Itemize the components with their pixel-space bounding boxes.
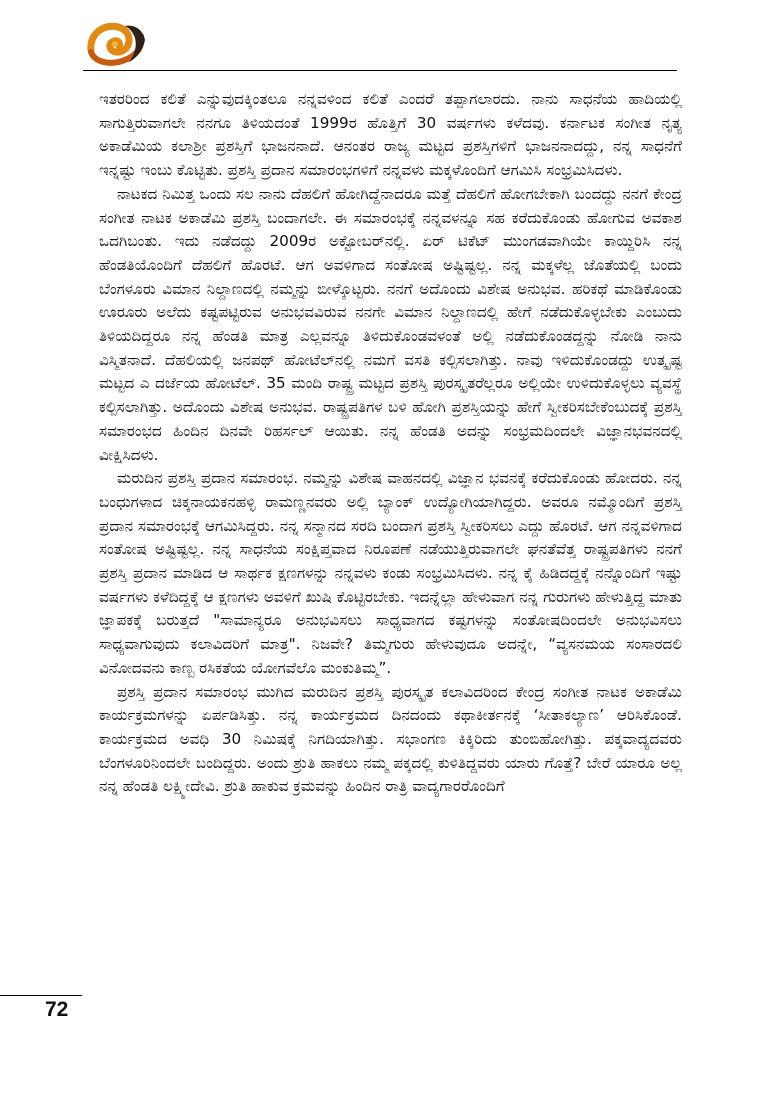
spiral-shell-logo-icon — [85, 20, 147, 70]
page-number: 72 — [45, 998, 69, 1021]
paragraph: ಇತರರಿಂದ ಕಲಿತೆ ಎನ್ನುವುದಕ್ಕಿಂತಲೂ ನನ್ನವಳಿಂದ ಕಲಿತೆ ಎಂದರೆ ತಪ್ಪಾಗಲಾರದು. ನಾನು ಸಾಧನೆಯ ಹಾದಿಯಲ್ಲಿ ಸಾಗುತ್ತಿರುವಾಗಲೇ ನನಗೂ ತಿಳಿಯದಂತೆ 1999ರ ಹೊತ್ತಿಗೆ 30 ವರ್ಷಗಳು ಕಳೆದವು. ಕರ್ನಾಟಕ ಸಂಗೀತ ನೃತ್ಯ ಅಕಾಡೆಮಿಯ ಕಲಾಶ್ರೀ ಪ್ರಶಸ್ತಿಗೆ ಭಾಜನನಾದೆ. ಆನಂತರ ರಾಜ್ಯ ಮಟ್ಟದ ಪ್ರಶಸ್ತಿಗಳಿಗೆ ಭಾಜನನಾದದ್ದು, ನನ್ನ ಸಾಧನೆಗೆ ಇನ್ನಷ್ಟು ಇಂಬು ಕೊಟ್ಟಿತು. ಪ್ರಶಸ್ತಿ ಪ್ರದಾನ ಸಮಾರಂಭಗಳಿಗೆ ನನ್ನವಳು ಮಕ್ಕಳೊಂದಿಗೆ ಆಗಮಿಸಿ ಸಂಭ್ರಮಿಸಿದಳು. — [99, 90, 682, 180]
article-body — [99, 88, 682, 799]
footer-divider — [0, 995, 82, 996]
paragraph: ಪ್ರಶಸ್ತಿ ಪ್ರದಾನ ಸಮಾರಂಭ ಮುಗಿದ ಮರುದಿನ ಪ್ರಶಸ್ತಿ ಪುರಸ್ಕೃತ ಕಲಾವಿದರಿಂದ ಕೇಂದ್ರ ಸಂಗೀತ ನಾಟಕ ಅಕಾಡೆಮಿ ಕಾರ್ಯಕ್ರಮಗಳನ್ನು ಏರ್ಪಡಿಸಿತ್ತು. ನನ್ನ ಕಾರ್ಯಕ್ರಮದ ದಿನದಂದು ಕಥಾಕೀರ್ತನಕ್ಕೆ ‘ಸೀತಾಕಲ್ಯಾಣ’ ಆರಿಸಿಕೊಂಡೆ. ಕಾರ್ಯಕ್ರಮದ ಅವಧಿ 30 ನಿಮಿಷಕ್ಕೆ ನಿಗದಿಯಾಗಿತ್ತು. ಸಭಾಂಗಣ ಕಿಕ್ಕಿರಿದು ತುಂಬಿಹೋಗಿತ್ತು. ಪಕ್ಕವಾದ್ಯದವರು ಬೆಂಗಳೂರಿನಿಂದಲೇ ಬಂದಿದ್ದರು. ಅಂದು ಶ್ರುತಿ ಹಾಕಲು ನಮ್ಮ ಪಕ್ಕದಲ್ಲಿ ಕುಳಿತಿದ್ದವರು ಯಾರು ಗೊತ್ತೆ? ಬೇರೆ ಯಾರೂ ಅಲ್ಲ ನನ್ನ ಹೆಂಡತಿ ಲಕ್ಷ್ಮೀದೇವಿ. ಶ್ರುತಿ ಹಾಕುವ ಕ್ರಮವನ್ನು ಹಿಂದಿನ ರಾತ್ರಿ ವಾದ್ಯಗಾರರೊಂದಿಗೆ — [99, 682, 682, 796]
paragraph: ನಾಟಕದ ನಿಮಿತ್ತ ಒಂದು ಸಲ ನಾನು ದೆಹಲಿಗೆ ಹೋಗಿದ್ದೆನಾದರೂ ಮತ್ತೆ ದೆಹಲಿಗೆ ಹೋಗಬೇಕಾಗಿ ಬಂದದ್ದು ನನಗೆ ಕೇಂದ್ರ ಸಂಗೀತ ನಾಟಕ ಅಕಾಡೆಮಿ ಪ್ರಶಸ್ತಿ ಬಂದಾಗಲೇ. ಈ ಸಮಾರಂಭಕ್ಕೆ ನನ್ನವಳನ್ನೂ ಸಹ ಕರೆದುಕೊಂಡು ಹೋಗುವ ಅವಕಾಶ ಒದಗಿಬಂತು. ಇದು ನಡೆದದ್ದು 2009ರ ಅಕ್ಟೋಬರ್‌ನಲ್ಲಿ. ಏರ್ ಟಿಕೆಟ್ ಮುಂಗಡವಾಗಿಯೇ ಕಾಯ್ದಿರಿಸಿ ನನ್ನ ಹೆಂಡತಿಯೊಂದಿಗೆ ದೆಹಲಿಗೆ ಹೊರಟೆ. ಆಗ ಅವಳಿಗಾದ ಸಂತೋಷ ಅಷ್ಟಿಷ್ಟಲ್ಲ. ನನ್ನ ಮಕ್ಕಳೆಲ್ಲ ಜೊತೆಯಲ್ಲಿ ಬಂದು ಬೆಂಗಳೂರು ವಿಮಾನ ನಿಲ್ದಾಣದಲ್ಲಿ ನಮ್ಮನ್ನು ಬೀಳ್ಕೊಟ್ಟರು. ನನಗೆ ಅದೊಂದು ವಿಶೇಷ ಅನುಭವ. ಹರಿಕಥೆ ಮಾಡಿಕೊಂಡು ಊರೂರು ಅಲೆದು ಕಷ್ಟಪಟ್ಟಿರುವ ಅನುಭವವಿರುವ ನನಗೇ ವಿಮಾನ ನಿಲ್ದಾಣದಲ್ಲಿ ಹೇಗೆ ನಡೆದುಕೊಳ್ಳಬೇಕು ಎಂಬುದು ತಿಳಿಯದಿದ್ದರೂ ನನ್ನ ಹೆಂಡತಿ ಮಾತ್ರ ಎಲ್ಲವನ್ನೂ ತಿಳಿದುಕೊಂಡವಳಂತೆ ಅಲ್ಲಿ ನಡೆದುಕೊಂಡದ್ದನ್ನು ನೋಡಿ ನಾನು ವಿಸ್ಮಿತನಾದೆ. ದೆಹಲಿಯಲ್ಲಿ ಜನಪಥ್ ಹೋಟೆಲ್‌ನಲ್ಲಿ ನಮಗೆ ವಸತಿ ಕಲ್ಪಿಸಲಾಗಿತ್ತು. ನಾವು ಇಳಿದುಕೊಂಡದ್ದು ಉತ್ಕೃಷ್ಟ ಮಟ್ಟದ ಎ ದರ್ಜೆಯ ಹೋಟೆಲ್. 35 ಮಂದಿ ರಾಷ್ಟ್ರ ಮಟ್ಟದ ಪ್ರಶಸ್ತಿ ಪುರಸ್ಕೃತರೆಲ್ಲರೂ ಅಲ್ಲಿಯೇ ಉಳಿದುಕೊಳ್ಳಲು ವ್ಯವಸ್ಥೆ ಕಲ್ಪಿಸಲಾಗಿತ್ತು. ಅದೊಂದು ವಿಶೇಷ ಅನುಭವ. ರಾಷ್ಟ್ರಪತಿಗಳ ಬಳಿ ಹೋಗಿ ಪ್ರಶಸ್ತಿಯನ್ನು ಹೇಗೆ ಸ್ವೀಕರಿಸಬೇಕೆಂಬುದಕ್ಕೆ ಪ್ರಶಸ್ತಿ ಸಮಾರಂಭದ ಹಿಂದಿನ ದಿನವೇ ರಿಹರ್ಸಲ್ ಆಯಿತು. ನನ್ನ ಹೆಂಡತಿ ಅದನ್ನು ಸಂಭ್ರಮದಿಂದಲೇ ವಿಜ್ಞಾನಭವನದಲ್ಲಿ ವೀಕ್ಷಿಸಿದಳು. — [99, 184, 682, 464]
header-divider — [83, 70, 677, 71]
paragraph: ಮರುದಿನ ಪ್ರಶಸ್ತಿ ಪ್ರದಾನ ಸಮಾರಂಭ. ನಮ್ಮನ್ನು ವಿಶೇಷ ವಾಹನದಲ್ಲಿ ವಿಜ್ಞಾನ ಭವನಕ್ಕೆ ಕರೆದುಕೊಂಡು ಹೋದರು. ನನ್ನ ಬಂಧುಗಳಾದ ಚಿಕ್ಕನಾಯಕನಹಳ್ಳಿ ರಾಮಣ್ಣನವರು ಅಲ್ಲಿ ಬ್ಯಾಂಕ್ ಉದ್ಯೋಗಿಯಾಗಿದ್ದರು. ಅವರೂ ನಮ್ಮೊಂದಿಗೆ ಪ್ರಶಸ್ತಿ ಪ್ರದಾನ ಸಮಾರಂಭಕ್ಕೆ ಆಗಮಿಸಿದ್ದರು. ನನ್ನ ಸನ್ಮಾನದ ಸರದಿ ಬಂದಾಗ ಪ್ರಶಸ್ತಿ ಸ್ವೀಕರಿಸಲು ಎದ್ದು ಹೊರಟೆ. ಆಗ ನನ್ನವಳಿಗಾದ ಸಂತೋಷ ಅಷ್ಟಿಷ್ಟಲ್ಲ. ನನ್ನ ಸಾಧನೆಯ ಸಂಕ್ಷಿಪ್ತವಾದ ನಿರೂಪಣೆ ನಡೆಯುತ್ತಿರುವಾಗಲೇ ಘನತೆವೆತ್ತ ರಾಷ್ಟ್ರಪತಿಗಳು ನನಗೆ ಪ್ರಶಸ್ತಿ ಪ್ರದಾನ ಮಾಡಿದ ಆ ಸಾರ್ಥಕ ಕ್ಷಣಗಳನ್ನು ನನ್ನವಳು ಕಂಡು ಸಂಭ್ರಮಿಸಿದಳು. ನನ್ನ ಕೈ ಹಿಡಿದದ್ದಕ್ಕೆ ನನ್ನೊಂದಿಗೆ ಇಷ್ಟು ವರ್ಷಗಳು ಕಳೆದಿದ್ದಕ್ಕೆ ಆ ಕ್ಷಣಗಳು ಅವಳಿಗೆ ಖುಷಿ ಕೊಟ್ಟಿರಬೇಕು. ಇದನ್ನೆಲ್ಲಾ ಹೇಳುವಾಗ ನನ್ನ ಗುರುಗಳು ಹೇಳುತ್ತಿದ್ದ ಮಾತು ಜ್ಞಾಪಕಕ್ಕೆ ಬರುತ್ತದೆ "ಸಾಮಾನ್ಯರೂ ಅನುಭವಿಸಲು ಸಾಧ್ಯವಾಗದ ಕಷ್ಟಗಳನ್ನು ಸಂತೋಷದಿಂದಲೇ ಅನುಭವಿಸಲು ಸಾಧ್ಯವಾಗುವುದು ಕಲಾವಿದರಿಗೆ ಮಾತ್ರ". ನಿಜವೇ? ತಿಮ್ಮಗುರು ಹೇಳುವುದೂ ಅದನ್ನೇ, “ವ್ಯಸನಮಯ ಸಂಸಾರದಲಿ ವಿನೋದವನು ಕಾಣ್ಬ ರಸಿಕತೆಯ ಯೋಗವೆಲೊ ಮಂಕುತಿಮ್ಮ”. — [99, 469, 682, 677]
